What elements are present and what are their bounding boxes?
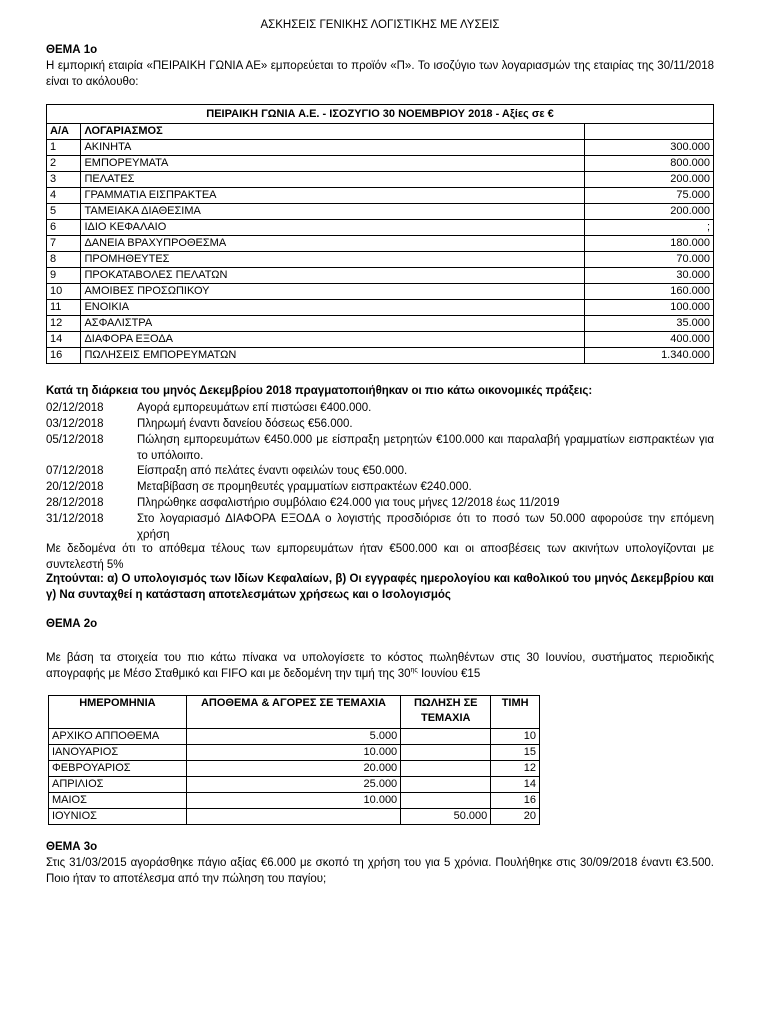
row-value: 200.000 [585, 172, 714, 188]
inv-date: ΑΠΡΙΛΙΟΣ [49, 777, 187, 793]
row-account: ΕΝΟΙΚΙΑ [81, 300, 585, 316]
row-aa: 16 [47, 348, 81, 364]
row-account: ΕΜΠΟΡΕΥΜΑΤΑ [81, 156, 585, 172]
transaction-text: Πληρωμή έναντι δανείου δόσεως €56.000. [137, 418, 353, 430]
inv-price: 10 [491, 729, 540, 745]
transaction-date: 28/12/2018 [46, 497, 104, 509]
row-aa: 11 [47, 300, 81, 316]
row-account: ΔΙΑΦΟΡΑ ΕΞΟΔΑ [81, 332, 585, 348]
inventory-row [49, 777, 540, 793]
transaction-text: Στο λογαριασμό ΔΙΑΦΟΡΑ ΕΞΟΔΑ ο λογιστής προσδιόρισε ότι το ποσό των 50.000 αφορούσε την επόμενη χρήση [137, 513, 714, 541]
row-account: ΠΡΟΚΑΤΑΒΟΛΕΣ ΠΕΛΑΤΩΝ [81, 268, 585, 284]
row-account: ΙΔΙΟ ΚΕΦΑΛΑΙΟ [81, 220, 585, 236]
inv-header-price: ΤΙΜΗ [491, 696, 540, 729]
row-account: ΑΣΦΑΛΙΣΤΡΑ [81, 316, 585, 332]
inv-stock [186, 809, 400, 825]
row-aa: 2 [47, 156, 81, 172]
inv-price: 20 [491, 809, 540, 825]
row-account: ΑΚΙΝΗΤΑ [81, 140, 585, 156]
row-aa: 6 [47, 220, 81, 236]
row-account: ΠΩΛΗΣΕΙΣ ΕΜΠΟΡΕΥΜΑΤΩΝ [81, 348, 585, 364]
inv-stock: 25.000 [186, 777, 400, 793]
theme3-heading: ΘΕΜΑ 3ο [46, 841, 98, 853]
col-account-header: ΛΟΓΑΡΙΑΣΜΟΣ [81, 124, 585, 140]
inv-sale [401, 745, 491, 761]
inv-date: ΑΡΧΙΚΟ ΑΠΠΟΘΕΜΑ [49, 729, 187, 745]
transaction-date: 03/12/2018 [46, 418, 104, 430]
inv-header-stock: ΑΠΟΘΕΜΑ & ΑΓΟΡΕΣ ΣΕ ΤΕΜΑΧΙΑ [186, 696, 400, 729]
transaction-text: Πώληση εμπορευμάτων €450.000 με είσπραξη μετρητών €100.000 και παραλαβή γραμματίων εισπρακτέων για το υπόλοιπο. [137, 434, 714, 462]
trial-balance-row [47, 316, 714, 332]
inv-header-date: ΗΜΕΡΟΜΗΝΙΑ [49, 696, 187, 729]
row-aa: 1 [47, 140, 81, 156]
trial-balance-row [47, 348, 714, 364]
row-value: 200.000 [585, 204, 714, 220]
transaction-text: Μεταβίβαση σε προμηθευτές γραμματίων εισπρακτέων €240.000. [137, 481, 472, 493]
trial-balance-row [47, 236, 714, 252]
trial-balance-table [46, 104, 714, 364]
inv-price: 14 [491, 777, 540, 793]
trial-balance-row [47, 140, 714, 156]
row-aa: 5 [47, 204, 81, 220]
row-value: ; [585, 220, 714, 236]
row-account: ΤΑΜΕΙΑΚΑ ΔΙΑΘΕΣΙΜΑ [81, 204, 585, 220]
inv-header-sale: ΠΩΛΗΣΗ ΣΕ ΤΕΜΑΧΙΑ [401, 696, 491, 729]
inv-sale: 50.000 [401, 809, 491, 825]
row-value: 180.000 [585, 236, 714, 252]
row-account: ΔΑΝΕΙΑ ΒΡΑΧΥΠΡΟΘΕΣΜΑ [81, 236, 585, 252]
inv-sale [401, 761, 491, 777]
transaction-text: Αγορά εμπορευμάτων επί πιστώσει €400.000. [137, 402, 372, 414]
inv-price: 15 [491, 745, 540, 761]
row-value: 70.000 [585, 252, 714, 268]
trial-balance-row [47, 172, 714, 188]
transaction-item [46, 511, 714, 542]
row-value: 400.000 [585, 332, 714, 348]
row-account: ΓΡΑΜΜΑΤΙΑ ΕΙΣΠΡΑΚΤΕΑ [81, 188, 585, 204]
transaction-text: Πληρώθηκε ασφαλιστήριο συμβόλαιο €24.000 για τους μήνες 12/2018 έως 11/2019 [137, 497, 560, 509]
transaction-text: Είσπραξη από πελάτες έναντι οφειλών τους €50.000. [137, 465, 408, 477]
theme2-intro-end: Ιουνίου €15 [417, 668, 481, 680]
trial-balance-row [47, 204, 714, 220]
trial-balance-row [47, 284, 714, 300]
transaction-date: 02/12/2018 [46, 402, 104, 414]
theme1-heading: ΘΕΜΑ 1ο [46, 44, 98, 56]
theme3-text: Στις 31/03/2015 αγοράσθηκε πάγιο αξίας €6.000 με σκοπό τη χρήση του για 5 χρόνια. Πουλήθηκε στις 30/09/2018 έναντι €3.500. Ποιο ήταν το αποτέλεσμα από την πώληση του παγίου; [46, 857, 714, 885]
inventory-table [48, 695, 540, 825]
transaction-date: 07/12/2018 [46, 465, 104, 477]
inv-date: ΦΕΒΡΟΥΑΡΙΟΣ [49, 761, 187, 777]
row-value: 300.000 [585, 140, 714, 156]
row-aa: 3 [47, 172, 81, 188]
row-value: 30.000 [585, 268, 714, 284]
theme1-required: Ζητούνται: α) Ο υπολογισμός των Ιδίων Κεφαλαίων, β) Οι εγγραφές ημερολογίου και καθολικού του μηνός Δεκεμβρίου και γ) Να συνταχθεί η κατάσταση αποτελεσμάτων χρήσεως και ο Ισολογισμός [46, 573, 714, 601]
trial-balance-row [47, 220, 714, 236]
row-aa: 4 [47, 188, 81, 204]
inv-sale [401, 729, 491, 745]
theme2-intro [46, 650, 714, 682]
inventory-row [49, 729, 540, 745]
col-value-header [585, 124, 714, 140]
trial-balance-row [47, 300, 714, 316]
trial-balance-row [47, 252, 714, 268]
row-value: 1.340.000 [585, 348, 714, 364]
row-aa: 14 [47, 332, 81, 348]
trial-balance-row [47, 268, 714, 284]
row-aa: 7 [47, 236, 81, 252]
theme1-intro: Η εμπορική εταιρία «ΠΕΙΡΑΙΚΗ ΓΩΝΙΑ ΑΕ» εμπορεύεται το προϊόν «Π». Το ισοζύγιο των λογαριασμών της εταιρίας της 30/11/2018 είναι το ακόλουθο: [46, 60, 714, 88]
inv-price: 16 [491, 793, 540, 809]
transaction-date: 05/12/2018 [46, 434, 104, 446]
inventory-row [49, 745, 540, 761]
theme2-heading: ΘΕΜΑ 2ο [46, 618, 98, 630]
row-value: 160.000 [585, 284, 714, 300]
transaction-item [46, 495, 714, 511]
inv-sale [401, 777, 491, 793]
theme2-intro-text: Με βάση τα στοιχεία του πιο κάτω πίνακα να υπολογίσετε το κόστος πωληθέντων στις 30 Ιουνίου, συστήματος περιοδικής απογραφής με Μέσο Σταθμικό και FIFO και με δεδομένη την τιμή της 30 [46, 652, 714, 680]
row-value: 100.000 [585, 300, 714, 316]
inventory-row [49, 809, 540, 825]
transaction-item [46, 400, 714, 416]
row-value: 35.000 [585, 316, 714, 332]
inv-sale [401, 793, 491, 809]
transaction-item [46, 416, 714, 432]
inv-price: 12 [491, 761, 540, 777]
row-aa: 12 [47, 316, 81, 332]
row-account: ΠΡΟΜΗΘΕΥΤΕΣ [81, 252, 585, 268]
theme1-closing: Με δεδομένα ότι το απόθεμα τέλους των εμπορευμάτων ήταν €500.000 και οι αποσβέσεις των ακινήτων υπολογίζονται με συντελεστή 5% [46, 543, 714, 571]
transaction-date: 20/12/2018 [46, 481, 104, 493]
document-title: ΑΣΚΗΣΕΙΣ ΓΕΝΙΚΗΣ ΛΟΓΙΣΤΙΚΗΣ ΜΕ ΛΥΣΕΙΣ [260, 19, 500, 31]
inv-stock: 20.000 [186, 761, 400, 777]
inv-stock: 10.000 [186, 793, 400, 809]
inv-stock: 10.000 [186, 745, 400, 761]
inv-date: ΜΑΙΟΣ [49, 793, 187, 809]
transactions-heading: Κατά τη διάρκεια του μηνός Δεκεμβρίου 2018 πραγματοποιήθηκαν οι πιο κάτω οικονομικές πράξεις: [46, 385, 593, 397]
trial-balance-row [47, 332, 714, 348]
row-aa: 9 [47, 268, 81, 284]
row-aa: 10 [47, 284, 81, 300]
trial-balance-row [47, 156, 714, 172]
inventory-row [49, 793, 540, 809]
inv-date: ΙΟΥΝΙΟΣ [49, 809, 187, 825]
row-account: ΠΕΛΑΤΕΣ [81, 172, 585, 188]
col-aa-header: Α/Α [47, 124, 81, 140]
inventory-row [49, 761, 540, 777]
transaction-item [46, 432, 714, 463]
trial-balance-caption: ΠΕΙΡΑΙΚΗ ΓΩΝΙΑ Α.Ε. - ΙΣΟΖΥΓΙΟ 30 ΝΟΕΜΒΡΙΟΥ 2018 - Αξίες σε € [47, 105, 714, 124]
theme2-intro-sup: ης [410, 667, 418, 675]
transaction-item [46, 463, 714, 479]
row-account: ΑΜΟΙΒΕΣ ΠΡΟΣΩΠΙΚΟΥ [81, 284, 585, 300]
transaction-item [46, 479, 714, 495]
row-value: 75.000 [585, 188, 714, 204]
inv-date: ΙΑΝΟΥΑΡΙΟΣ [49, 745, 187, 761]
trial-balance-row [47, 188, 714, 204]
transaction-date: 31/12/2018 [46, 513, 104, 525]
row-value: 800.000 [585, 156, 714, 172]
row-aa: 8 [47, 252, 81, 268]
inv-stock: 5.000 [186, 729, 400, 745]
